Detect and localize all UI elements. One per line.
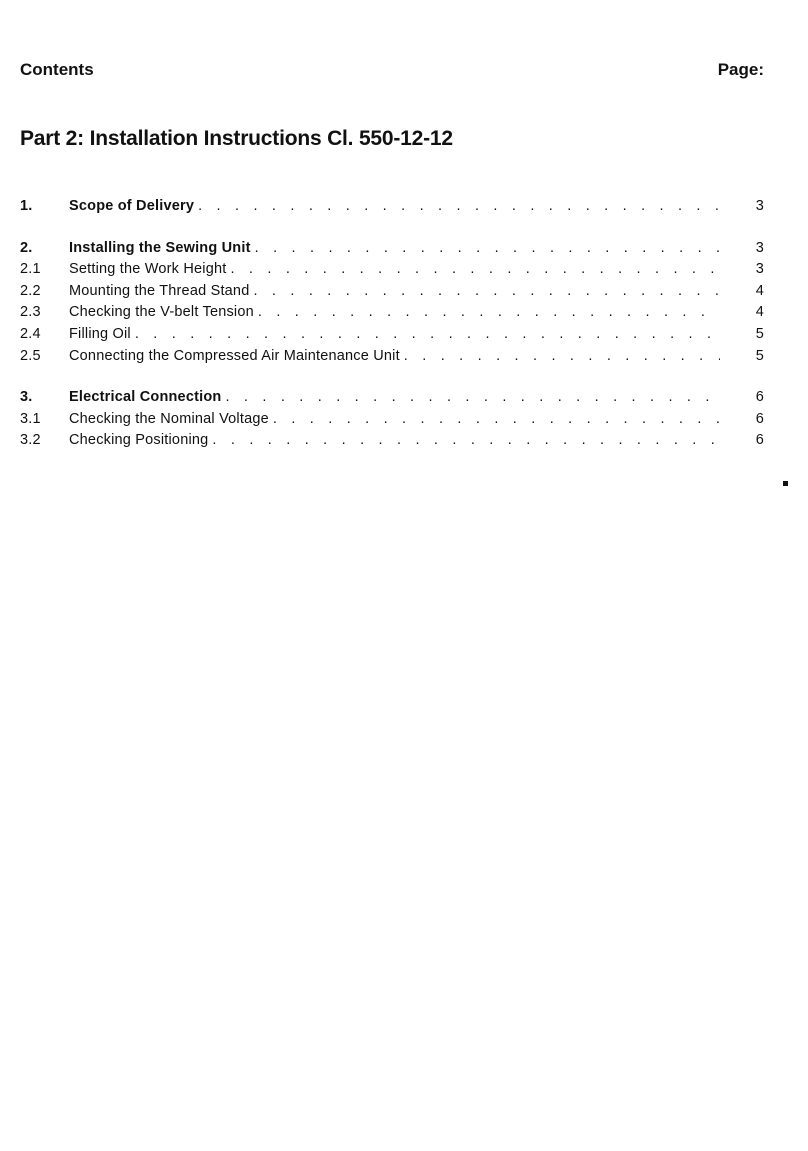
- toc-entry-title: Scope of Delivery: [69, 198, 195, 214]
- dot-leader: [255, 240, 720, 256]
- toc-entry-title: Electrical Connection: [69, 389, 222, 406]
- toc-entry-page: 5: [755, 347, 764, 364]
- dot-leader: [258, 304, 720, 320]
- toc-entry-page: 4: [755, 282, 764, 299]
- dot-leader: [273, 411, 720, 427]
- toc-entry-title: Checking the V-belt Tension: [69, 304, 254, 321]
- dot-leader: [135, 326, 720, 342]
- toc-entry[interactable]: [20, 432, 764, 454]
- toc-entry-title: Installing the Sewing Unit: [69, 239, 251, 256]
- toc-entry-page: 6: [755, 432, 764, 449]
- toc-entry-title: Checking Positioning: [69, 432, 209, 449]
- toc-entry-page: 3: [755, 198, 764, 214]
- toc-entry-number: 2.1: [20, 261, 41, 278]
- dot-leader: [253, 283, 720, 299]
- toc-section-2: [20, 240, 764, 370]
- dot-leader: [212, 432, 720, 448]
- toc-entry-page: 4: [755, 304, 764, 321]
- dot-leader: [198, 198, 720, 214]
- toc-entry[interactable]: [20, 411, 764, 433]
- toc-entry[interactable]: [20, 240, 764, 262]
- toc-entry-title: Checking the Nominal Voltage: [69, 410, 269, 427]
- toc-entry-title: Mounting the Thread Stand: [69, 282, 250, 299]
- toc-section-1: [20, 198, 764, 220]
- toc-entry[interactable]: [20, 304, 764, 326]
- toc-entry-number: 2.2: [20, 282, 41, 299]
- contents-header: [20, 60, 764, 80]
- dot-leader: [404, 348, 720, 364]
- toc-entry-number: 2.4: [20, 325, 41, 342]
- toc-entry[interactable]: [20, 283, 764, 305]
- toc-entry-number: 2.: [20, 239, 33, 256]
- toc-entry-title: Connecting the Compressed Air Maintenance Unit: [69, 347, 400, 364]
- toc-entry-number: 1.: [20, 198, 33, 214]
- toc-entry[interactable]: [20, 198, 764, 220]
- toc-entry[interactable]: [20, 261, 764, 283]
- page-label: Page:: [717, 60, 764, 79]
- toc-section-3: [20, 389, 764, 454]
- toc-entry-title: Filling Oil: [69, 325, 131, 342]
- toc-entry-number: 3.: [20, 389, 33, 406]
- contents-label: Contents: [20, 60, 94, 79]
- toc-entry-number: 3.1: [20, 410, 41, 427]
- toc-entry[interactable]: [20, 389, 764, 411]
- toc-entry-number: 2.3: [20, 304, 41, 321]
- table-of-contents: [20, 198, 764, 474]
- toc-entry[interactable]: [20, 326, 764, 348]
- toc-entry-page: 5: [755, 325, 764, 342]
- margin-marker: [783, 481, 788, 486]
- toc-entry-number: 2.5: [20, 347, 41, 364]
- toc-entry-page: 6: [755, 389, 764, 406]
- dot-leader: [230, 261, 720, 277]
- toc-entry-number: 3.2: [20, 432, 41, 449]
- toc-entry-page: 3: [755, 261, 764, 278]
- toc-entry-page: 3: [755, 239, 764, 256]
- part-title: Part 2: Installation Instructions Cl. 550-12-12: [20, 127, 453, 150]
- toc-entry-title: Setting the Work Height: [69, 261, 227, 278]
- toc-entry[interactable]: [20, 348, 764, 370]
- dot-leader: [225, 389, 720, 405]
- toc-entry-page: 6: [755, 410, 764, 427]
